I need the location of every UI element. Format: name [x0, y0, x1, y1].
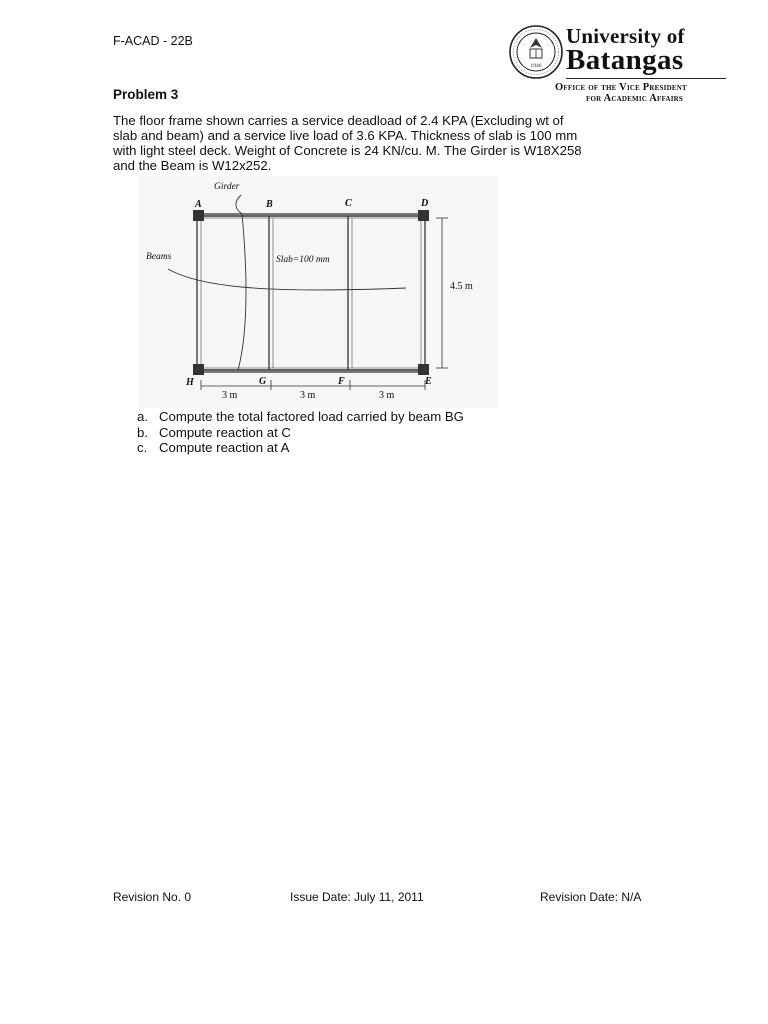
- logo-divider: [566, 78, 726, 79]
- university-logo: [508, 24, 728, 102]
- slab-label: Slab=100 mm: [276, 255, 330, 265]
- node-c-label: C: [345, 198, 352, 209]
- problem-line: and the Beam is W12x252.: [113, 158, 272, 173]
- seal-year: 1946: [530, 63, 542, 69]
- question-letter: b.: [137, 424, 148, 440]
- node-g-label: G: [259, 376, 267, 387]
- span-label: 3 m: [300, 390, 316, 401]
- question-item: [137, 440, 464, 456]
- problem-line: The floor frame shown carries a service deadload of 2.4 KPA (Excluding wt of: [113, 113, 564, 128]
- height-label: 4.5 m: [450, 281, 473, 292]
- question-text: Compute reaction at A: [159, 440, 290, 455]
- office-name-line2: for Academic Affairs: [586, 93, 684, 104]
- span-label: 3 m: [379, 390, 395, 401]
- girder-label: Girder: [214, 182, 240, 192]
- office-name-line1: Office of the Vice President: [555, 82, 687, 93]
- column-h: [193, 364, 204, 375]
- column-d: [418, 210, 429, 221]
- problem-line: slab and beam) and a service live load of 3.6 KPA. Thickness of slab is 100 mm: [113, 128, 578, 143]
- node-e-label: E: [425, 376, 432, 387]
- university-seal-icon: [508, 24, 564, 80]
- node-b-label: B: [266, 199, 273, 210]
- problem-statement: [113, 113, 653, 173]
- question-text: Compute the total factored load carried by beam BG: [159, 409, 464, 424]
- footer-issue-date: Issue Date: July 11, 2011: [290, 890, 424, 904]
- floor-frame-diagram: [138, 176, 498, 408]
- university-name-line1: University of: [566, 24, 685, 48]
- question-item: [137, 425, 464, 441]
- university-name-line2: Batangas: [566, 44, 684, 76]
- span-label: 3 m: [222, 390, 238, 401]
- problem-line: with light steel deck. Weight of Concrete is 24 KN/cu. M. The Girder is W18X258: [113, 143, 582, 158]
- question-list: [137, 409, 464, 456]
- diagram-background: [138, 176, 498, 408]
- footer-revision-date: Revision Date: N/A: [540, 890, 642, 904]
- question-letter: a.: [137, 409, 148, 424]
- node-d-label: D: [421, 198, 429, 209]
- question-letter: c.: [137, 440, 148, 455]
- column-e: [418, 364, 429, 375]
- node-a-label: A: [195, 199, 202, 210]
- question-item: [137, 409, 464, 425]
- beams-label: Beams: [146, 252, 172, 262]
- problem-title: Problem 3: [113, 87, 179, 102]
- node-f-label: F: [338, 376, 345, 387]
- column-a: [193, 210, 204, 221]
- node-h-label: H: [186, 377, 194, 388]
- document-code: F-ACAD - 22B: [113, 34, 193, 48]
- footer-revision-no: Revision No. 0: [113, 890, 192, 904]
- question-text: Compute reaction at C: [159, 424, 291, 440]
